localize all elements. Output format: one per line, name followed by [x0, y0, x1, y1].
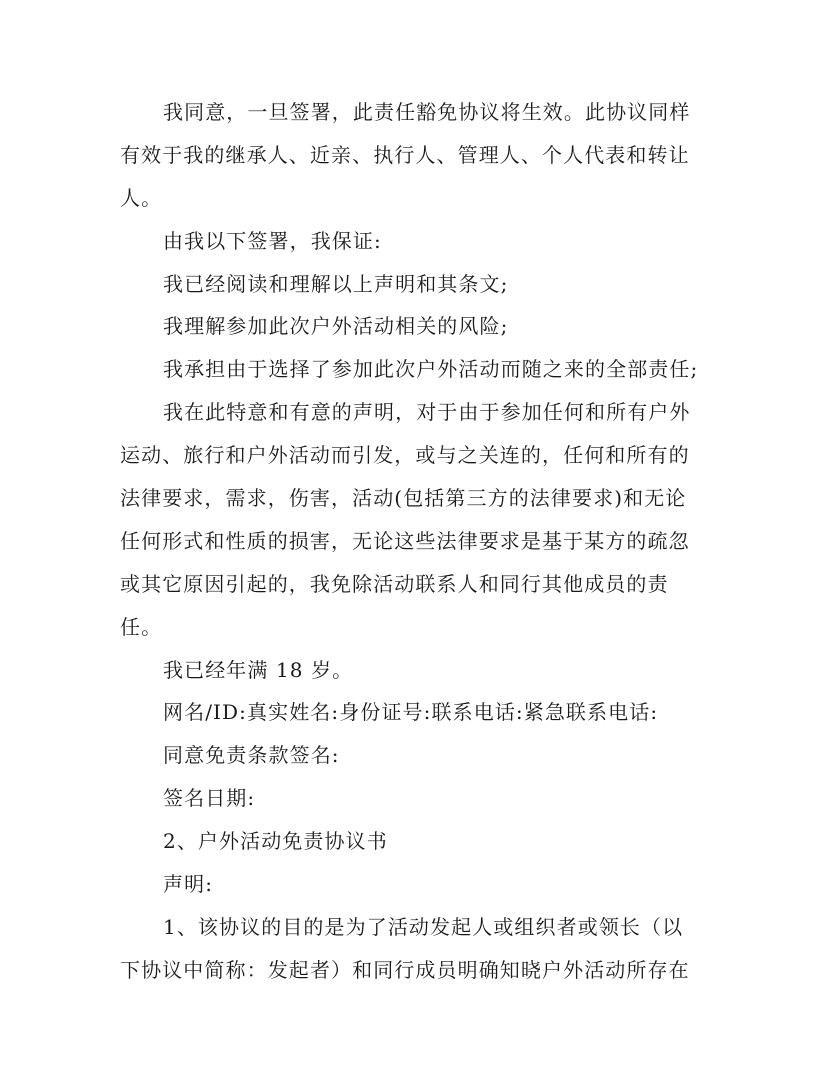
- text-line: 人。: [120, 185, 163, 210]
- text-line: 我在此特意和有意的声明，对于由于参加任何和所有户外: [163, 400, 691, 425]
- text-line: 运动、旅行和户外活动而引发，或与之关连的，任何和所有的: [120, 443, 690, 468]
- text-line: 任何形式和性质的损害，无论这些法律要求是基于某方的疏忽: [120, 528, 690, 553]
- text-line: 我理解参加此次户外活动相关的风险;: [163, 314, 509, 339]
- text-line: 声明:: [163, 872, 214, 897]
- text-line: 1、该协议的目的是为了活动发起人或组织者或领长（以: [163, 914, 684, 939]
- text-line: 我已经年满 18 岁。: [163, 657, 354, 682]
- text-line: 网名/ID:真实姓名:身份证号:联系电话:紧急联系电话:: [163, 700, 659, 725]
- text-line: 任。: [120, 614, 163, 639]
- text-line: 下协议中简称：发起者）和同行成员明确知晓户外活动所存在: [120, 957, 690, 982]
- document-body: [120, 98, 720, 999]
- text-line: 或其它原因引起的，我免除活动联系人和同行其他成员的责: [120, 571, 669, 596]
- text-line: 我已经阅读和理解以上声明和其条文;: [163, 271, 509, 296]
- text-line: 同意免责条款签名:: [163, 743, 340, 768]
- text-line: 我同意，一旦签署，此责任豁免协议将生效。此协议同样: [163, 100, 691, 124]
- text-line: 我承担由于选择了参加此次户外活动而随之来的全部责任;: [163, 357, 699, 382]
- text-line: 有效于我的继承人、近亲、执行人、管理人、个人代表和转让: [120, 142, 690, 167]
- text-line: 签名日期:: [163, 786, 256, 811]
- text-line: 由我以下签署，我保证:: [163, 228, 382, 253]
- text-line: 2、户外活动免责协议书: [163, 829, 388, 854]
- text-line: 法律要求，需求，伤害，活动(包括第三方的法律要求)和无论: [120, 486, 687, 511]
